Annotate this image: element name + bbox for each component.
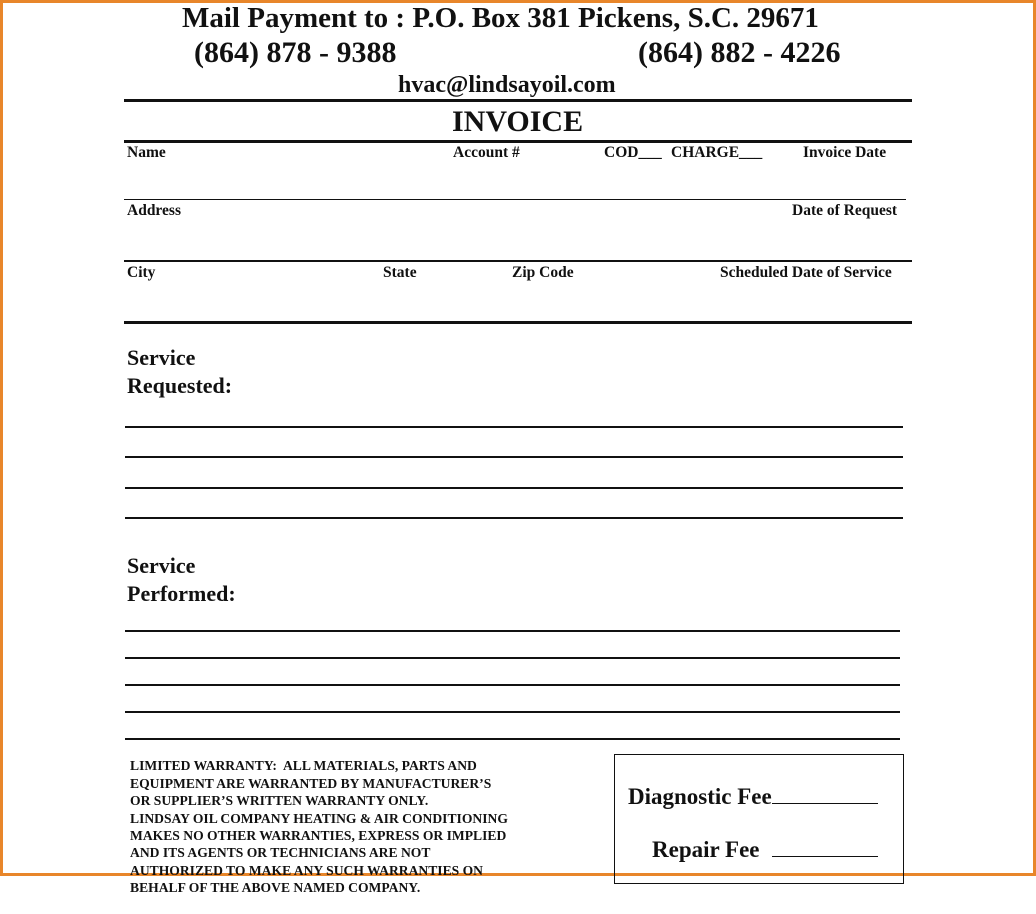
email-address: hvac@lindsayoil.com [398, 72, 616, 98]
fee-box [614, 754, 904, 884]
service-requested-line-1 [125, 426, 903, 428]
city-row-line [124, 321, 912, 324]
cod-label: COD___ [604, 144, 662, 161]
account-label: Account # [453, 144, 520, 161]
service-performed-line-4 [125, 711, 900, 713]
title-divider [124, 140, 912, 143]
name-label: Name [127, 144, 166, 161]
service-requested-line-3 [125, 487, 903, 489]
service-performed-line-2 [125, 657, 900, 659]
diagnostic-fee-blank[interactable] [772, 783, 878, 804]
address-label: Address [127, 202, 181, 219]
invoice-date-label: Invoice Date [803, 144, 887, 161]
mail-payment-line: Mail Payment to : P.O. Box 381 Pickens, S.C. 29671 [182, 2, 819, 34]
phone-left: (864) 878 - 9388 [194, 36, 397, 69]
date-of-request-label: Date of Request [792, 202, 898, 219]
limited-warranty-text: LIMITED WARRANTY: ALL MATERIALS, PARTS AND EQUIPMENT ARE WARRANTED BY MANUFACTURER’S OR SUPPLIER’S WRITTEN WARRANTY ONLY. LINDSAY OIL COMPANY HEATING & AIR CONDITIONING MAKES NO OTHER WARRANTIES, EXPRESS OR IMPLIED AND ITS AGENTS OR TECHNICIANS ARE NOT AUTHORIZED TO MAKE ANY SUCH WARRANTIES ON BEHALF OF THE ABOVE NAMED COMPANY. [130, 758, 508, 896]
state-label: State [383, 264, 417, 281]
repair-fee-blank[interactable] [772, 836, 878, 857]
phone-right: (864) 882 - 4226 [638, 36, 841, 69]
diagnostic-fee-label: Diagnostic Fee [628, 784, 772, 809]
service-requested-heading: Service Requested: [127, 345, 233, 398]
invoice-title: INVOICE [452, 105, 584, 138]
repair-fee-row [652, 836, 878, 863]
service-requested-line-2 [125, 456, 903, 458]
scheduled-date-label: Scheduled Date of Service [720, 264, 892, 281]
charge-label: CHARGE___ [671, 144, 763, 161]
city-label: City [127, 264, 156, 281]
service-performed-line-1 [125, 630, 900, 632]
address-row-line [124, 260, 912, 262]
header-divider [124, 99, 912, 102]
service-performed-heading: Service Performed: [127, 553, 236, 606]
service-requested-line-4 [125, 517, 903, 519]
zip-code-label: Zip Code [512, 264, 574, 281]
service-performed-line-3 [125, 684, 900, 686]
repair-fee-label: Repair Fee [652, 837, 760, 862]
diagnostic-fee-row [628, 783, 878, 810]
name-row-line [124, 199, 906, 200]
